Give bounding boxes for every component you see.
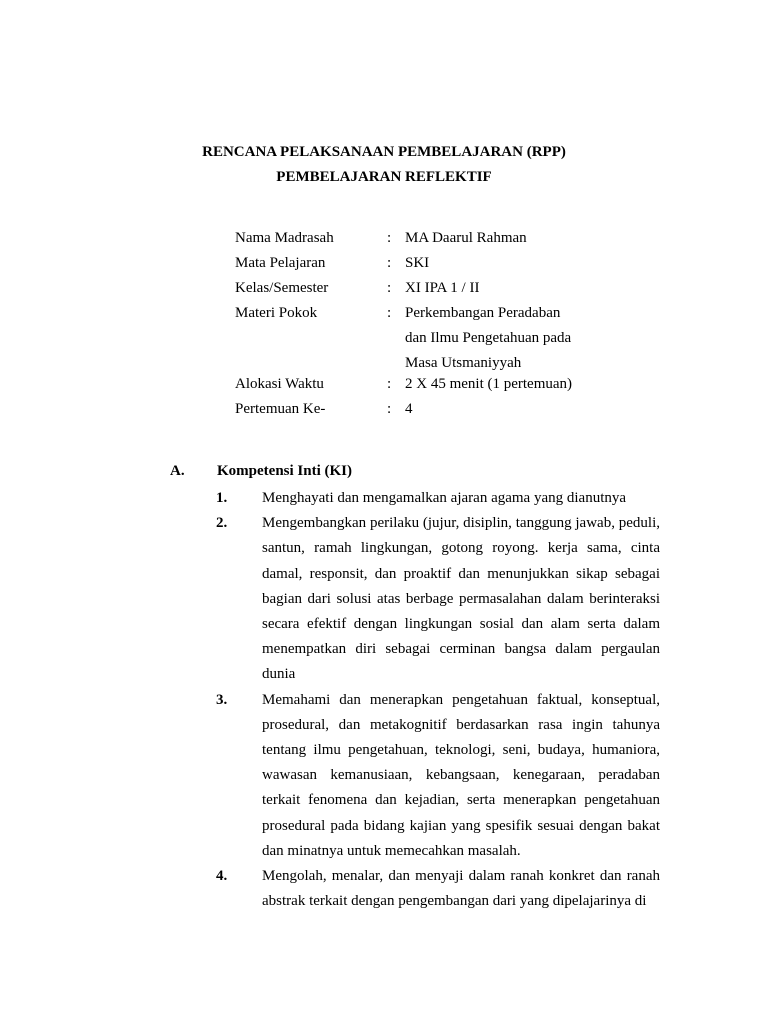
- info-value: Perkembangan Peradaban dan Ilmu Pengetahuan pada Masa Utsmaniyyah: [405, 305, 572, 371]
- identity-table: [235, 226, 635, 422]
- info-colon: :: [387, 305, 392, 321]
- list-item: [216, 864, 660, 914]
- info-row-kelas-semester: [235, 276, 635, 301]
- section-letter: A.: [170, 463, 185, 479]
- item-text: Memahami dan menerapkan pengetahuan faktual, konseptual, prosedural, dan metakognitif berdasarkan rasa ingin tahunya tentang ilmu pengetahuan, teknologi, seni, budaya, humaniora, wawasan kemanusiaan, kebangsaan, kenegaraan, peradaban terkait fenomena dan kejadian, serta menerapkan pengetahuan prosedural pada bidang kajian yang spesifik sesuai dengan bakat dan minatnya untuk memecahkan masalah.: [262, 691, 660, 859]
- info-colon: :: [387, 376, 392, 392]
- list-item: [216, 486, 660, 511]
- info-row-mata-pelajaran: [235, 251, 635, 276]
- item-text: Mengembangkan perilaku (jujur, disiplin, tanggung jawab, peduli, santun, ramah lingkungan, gotong royong. kerja sama, cinta damal, responsit, dan proaktif dan menunjukkan sikap sebagai bagian dari solusi atas berbage permasalahan dalam berinteraksi secara efektif dengan lingkungan sosial dan alam serta dalam menempatkan diri sebagai cerminan bangsa dalam pergaulan dunia: [262, 515, 660, 683]
- competency-list: [216, 486, 660, 914]
- info-colon: :: [387, 401, 392, 417]
- info-value: 2 X 45 menit (1 pertemuan): [405, 376, 573, 392]
- document-subtitle: PEMBELAJARAN REFLEKTIF: [276, 169, 492, 185]
- info-value: SKI: [405, 255, 430, 271]
- info-colon: :: [387, 255, 392, 271]
- item-text: Mengolah, menalar, dan menyaji dalam ranah konkret dan ranah abstrak terkait dengan pengembangan dari yang dipelajarinya di: [262, 868, 660, 910]
- list-item: [216, 511, 660, 687]
- info-label: Mata Pelajaran: [235, 255, 326, 271]
- info-row-alokasi-waktu: [235, 372, 635, 397]
- list-item: [216, 688, 660, 864]
- info-label: Kelas/Semester: [235, 280, 329, 296]
- info-row-pertemuan: [235, 397, 635, 422]
- info-row-materi-pokok: [235, 301, 635, 376]
- info-row-nama-madrasah: [235, 226, 635, 251]
- info-label: Alokasi Waktu: [235, 376, 324, 392]
- info-label: Nama Madrasah: [235, 230, 334, 246]
- info-value: MA Daarul Rahman: [405, 230, 527, 246]
- info-value: 4: [405, 401, 413, 417]
- section-heading: [170, 461, 352, 481]
- document-title: RENCANA PELAKSANAAN PEMBELAJARAN (RPP): [202, 144, 566, 160]
- item-number: 1.: [216, 490, 228, 506]
- section-title: Kompetensi Inti (KI): [217, 463, 352, 479]
- info-colon: :: [387, 280, 392, 296]
- info-label: Pertemuan Ke-: [235, 401, 326, 417]
- info-value: XI IPA 1 / II: [405, 280, 480, 296]
- item-number: 4.: [216, 868, 228, 885]
- item-number: 3.: [216, 691, 228, 708]
- item-number: 2.: [216, 515, 228, 532]
- item-text: Menghayati dan mengamalkan ajaran agama yang dianutnya: [262, 490, 627, 506]
- info-label: Materi Pokok: [235, 305, 318, 321]
- info-colon: :: [387, 230, 392, 246]
